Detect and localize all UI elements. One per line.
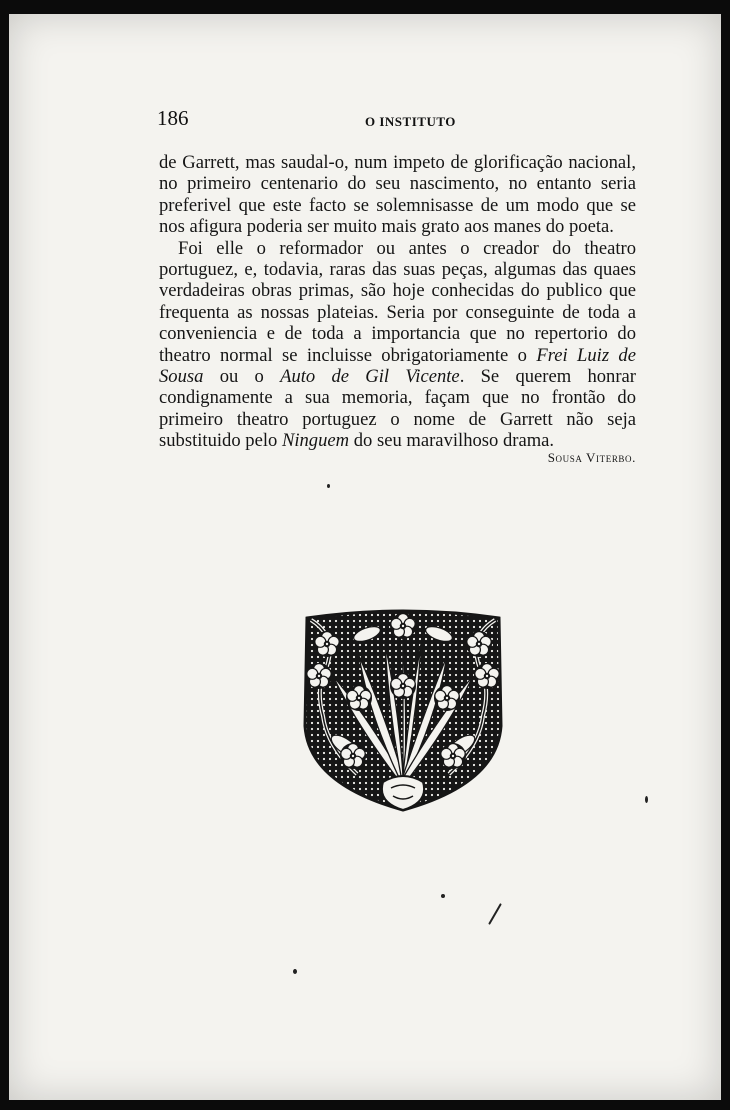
page-number: 186 <box>157 106 189 130</box>
author-signature: Sousa Viterbo. <box>547 450 636 465</box>
ink-speck <box>645 796 648 803</box>
ink-speck <box>488 903 502 925</box>
title-auto-de-gil-vicente: Auto de Gil Vicente <box>280 366 460 388</box>
ink-speck <box>327 484 330 488</box>
floral-vignette-icon <box>297 606 509 814</box>
paragraph-2-text-d: do seu maravilhoso drama. <box>349 430 555 452</box>
paragraph-2-text-a: Foi elle o reformador ou antes o creador do theatro portuguez, e, todavia, raras das suas peças, algumas das quaes verdadeiras obras primas, são hoje conhecidas do publico que frequenta as nossas plateias. Seria por conseguinte de toda a conveniencia e de toda a importancia que no repertorio do theatro normal se incluisse obrigatoriamente o <box>159 237 636 366</box>
ink-speck <box>293 969 297 974</box>
paragraph-2-text-b: ou o <box>203 366 281 388</box>
paragraph-1: de Garrett, mas saudal-o, num impeto de glorificação nacional, no primeiro centenario do seu nascimento, no entanto seria preferivel que este facto se solemnisasse de um modo que se nos afigura poderia ser muito mais grato aos manes do poeta. <box>159 152 636 238</box>
title-frei-luiz-de-sousa: Frei Luiz de Sousa <box>159 344 636 388</box>
ink-speck <box>441 894 445 898</box>
title-ninguem: Ninguem <box>281 430 350 452</box>
paragraph-2 <box>159 238 636 452</box>
running-title: O INSTITUTO <box>365 114 456 129</box>
running-header <box>157 106 457 136</box>
page <box>9 14 721 1100</box>
body-text <box>159 152 636 452</box>
paragraph-2-text-c: . Se querem honrar condignamente a sua memoria, façam que no frontão do primeiro theatro portuguez o nome de Garrett não seja substituido pelo <box>159 366 636 452</box>
